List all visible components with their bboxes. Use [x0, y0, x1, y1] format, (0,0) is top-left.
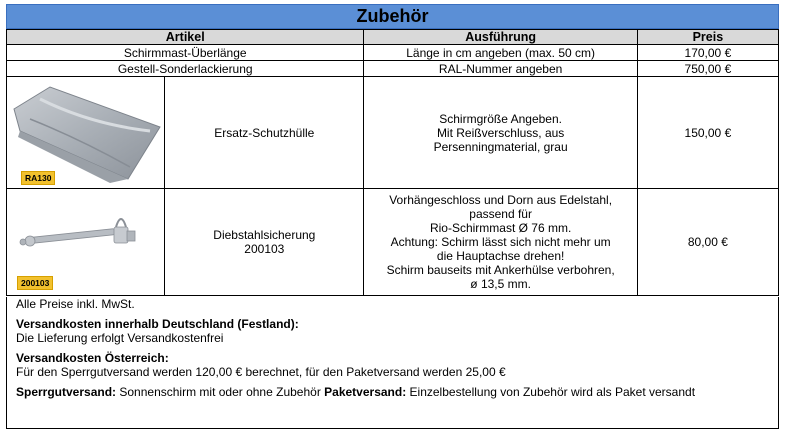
- desc-line: die Hauptachse drehen!: [436, 249, 565, 263]
- accessories-table: [6, 29, 779, 296]
- desc-line: Vorhängeschloss und Dorn aus Edelstahl,: [389, 193, 613, 207]
- product-image-cell: [7, 77, 165, 189]
- germany-shipping-heading: Versandkosten innerhalb Deutschland (Festland):: [16, 317, 299, 331]
- vat-note: Alle Preise inkl. MwSt.: [16, 297, 135, 311]
- cell-ausfuehrung: Länge in cm angeben (max. 50 cm): [364, 45, 637, 61]
- table-header-row: [7, 30, 779, 45]
- parcel-shipping-text: Einzelbestellung von Zubehör wird als Paket versandt: [406, 385, 696, 399]
- header-artikel: Artikel: [7, 30, 364, 45]
- product-code-badge: RA130: [21, 171, 55, 185]
- cell-ausfuehrung: [364, 77, 637, 189]
- shipping-type-note: [7, 385, 778, 399]
- cell-preis: 150,00 €: [637, 77, 778, 189]
- desc-line: passend für: [469, 207, 532, 221]
- cell-preis: 80,00 €: [637, 189, 778, 296]
- desc-line: Schirm bauseits mit Ankerhülse verbohren,: [386, 263, 615, 277]
- table-row: [7, 45, 779, 61]
- austria-shipping-text: Für den Sperrgutversand werden 120,00 € berechnet, für den Paketversand werden 25,00 €: [16, 365, 506, 379]
- protective-cover-image: [10, 79, 161, 187]
- product-image-cell: [7, 189, 165, 296]
- cell-artikel: Schirmmast-Überlänge: [7, 45, 364, 61]
- header-preis: Preis: [637, 30, 778, 45]
- table-row: [7, 189, 779, 296]
- parcel-shipping-label: Paketversand:: [324, 385, 407, 399]
- desc-line: Persenningmaterial, grau: [433, 139, 568, 154]
- desc-line: Rio-Schirmmast Ø 76 mm.: [429, 221, 572, 235]
- cell-artikel: Ersatz-Schutzhülle: [165, 77, 364, 189]
- desc-line: Schirmgröße Angeben.: [439, 111, 562, 126]
- germany-shipping-text: Die Lieferung erfolgt Versandkostenfrei: [16, 331, 224, 345]
- table-row: [7, 77, 779, 189]
- cell-artikel: [165, 189, 364, 296]
- table-row: [7, 61, 779, 77]
- product-code-badge: 200103: [17, 276, 53, 290]
- cell-preis: 750,00 €: [637, 61, 778, 77]
- cell-artikel: Gestell-Sonderlackierung: [7, 61, 364, 77]
- page-title: Zubehör: [6, 4, 779, 29]
- header-ausfuehrung: Ausführung: [364, 30, 637, 45]
- austria-shipping-heading: Versandkosten Österreich:: [16, 351, 169, 365]
- desc-line: Achtung: Schirm lässt sich nicht mehr um: [390, 235, 611, 249]
- bulky-shipping-text: Sonnenschirm mit oder ohne Zubehör: [116, 385, 325, 399]
- artikel-line: Diebstahlsicherung: [213, 228, 316, 242]
- theft-lock-image: [10, 191, 161, 294]
- shipping-notes: [6, 297, 779, 429]
- bulky-shipping-label: Sperrgutversand:: [16, 385, 117, 399]
- desc-line: Mit Reißverschluss, aus: [436, 125, 565, 140]
- accessories-sheet: [6, 4, 779, 429]
- cell-ausfuehrung: RAL-Nummer angeben: [364, 61, 637, 77]
- desc-line: ø 13,5 mm.: [470, 277, 531, 291]
- cell-ausfuehrung: [364, 189, 637, 296]
- cell-preis: 170,00 €: [637, 45, 778, 61]
- artikel-line: 200103: [244, 242, 285, 256]
